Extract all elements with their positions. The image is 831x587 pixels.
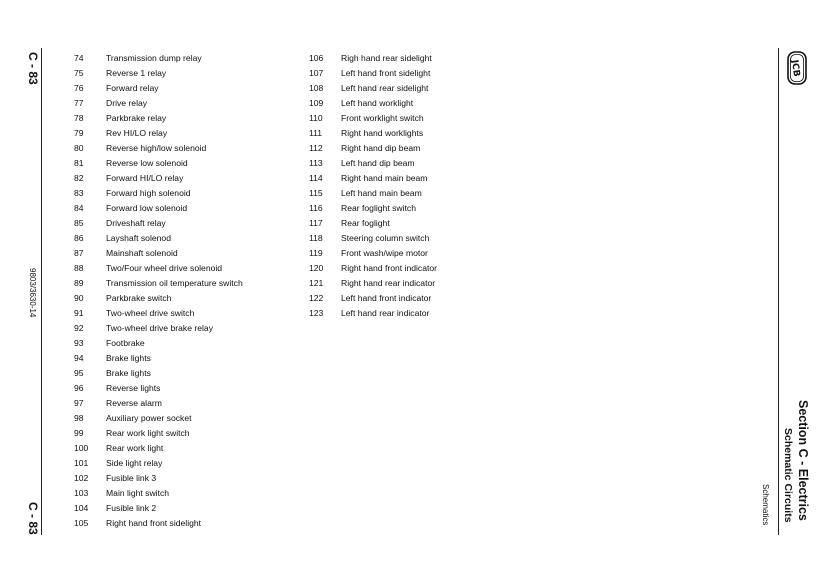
component-label: Left hand dip beam xyxy=(341,158,415,168)
component-row xyxy=(74,141,243,156)
component-number: 99 xyxy=(74,428,84,438)
component-number: 80 xyxy=(74,143,84,153)
component-row xyxy=(74,186,243,201)
component-row xyxy=(309,291,437,306)
component-label: Reverse low solenoid xyxy=(106,158,188,168)
component-number: 112 xyxy=(309,143,323,153)
component-row xyxy=(74,471,243,486)
component-label: Mainshaft solenoid xyxy=(106,248,178,258)
component-label: Steering column switch xyxy=(341,233,430,243)
component-row xyxy=(74,171,243,186)
component-label: Driveshaft relay xyxy=(106,218,166,228)
component-number: 119 xyxy=(309,248,323,258)
component-row xyxy=(74,156,243,171)
component-label: Parkbrake relay xyxy=(106,113,167,123)
component-number: 103 xyxy=(74,488,89,498)
component-label: Left hand front indicator xyxy=(341,293,432,303)
component-number: 85 xyxy=(74,218,84,228)
document-number: 9803/3630-14 xyxy=(28,268,37,318)
section-subtitle: Schematic Circuits xyxy=(782,428,794,523)
component-row xyxy=(309,231,437,246)
component-label: Two-wheel drive switch xyxy=(106,308,195,318)
component-label: Front worklight switch xyxy=(341,113,424,123)
component-number: 100 xyxy=(74,443,89,453)
component-label: Right hand worklights xyxy=(341,128,424,138)
component-row xyxy=(74,351,243,366)
component-list-right xyxy=(309,51,437,321)
component-row xyxy=(309,276,437,291)
component-number: 74 xyxy=(74,53,84,63)
component-row xyxy=(309,126,437,141)
component-number: 93 xyxy=(74,338,84,348)
component-label: Reverse alarm xyxy=(106,398,162,408)
component-row xyxy=(309,261,437,276)
component-number: 115 xyxy=(309,188,323,198)
component-row xyxy=(74,321,243,336)
component-label: Rear work light xyxy=(106,443,164,453)
component-row xyxy=(74,231,243,246)
component-label: Right hand front indicator xyxy=(341,263,438,273)
component-number: 106 xyxy=(309,53,324,63)
component-label: Right hand rear indicator xyxy=(341,278,436,288)
component-number: 92 xyxy=(74,323,84,333)
component-label: Rev HI/LO relay xyxy=(106,128,168,138)
right-margin-rule xyxy=(778,48,779,535)
component-number: 78 xyxy=(74,113,84,123)
component-row xyxy=(309,111,437,126)
component-row xyxy=(309,66,437,81)
component-row xyxy=(309,186,437,201)
component-row xyxy=(74,111,243,126)
component-row xyxy=(74,261,243,276)
jcb-logo-icon xyxy=(782,50,812,86)
component-number: 87 xyxy=(74,248,84,258)
component-row xyxy=(309,201,437,216)
component-number: 116 xyxy=(309,203,323,213)
component-number: 96 xyxy=(74,383,84,393)
component-number: 102 xyxy=(74,473,89,483)
component-number: 84 xyxy=(74,203,84,213)
component-label: Right hand dip beam xyxy=(341,143,421,153)
component-number: 118 xyxy=(309,233,323,243)
component-number: 97 xyxy=(74,398,84,408)
component-row xyxy=(309,96,437,111)
component-number: 79 xyxy=(74,128,84,138)
component-row xyxy=(74,516,243,531)
section-subsubtitle: Schematics xyxy=(761,484,770,526)
component-number: 117 xyxy=(309,218,323,228)
component-label: Rear foglight xyxy=(341,218,390,228)
component-label: Left hand rear sidelight xyxy=(341,83,429,93)
component-number: 105 xyxy=(74,518,89,528)
component-label: Layshaft solenod xyxy=(106,233,171,243)
component-number: 113 xyxy=(309,158,323,168)
component-row xyxy=(309,216,437,231)
component-label: Parkbrake switch xyxy=(106,293,172,303)
component-list-left xyxy=(74,51,243,531)
component-label: Two-wheel drive brake relay xyxy=(106,323,213,333)
component-row xyxy=(74,276,243,291)
component-row xyxy=(74,306,243,321)
component-row xyxy=(309,171,437,186)
component-row xyxy=(74,96,243,111)
component-number: 76 xyxy=(74,83,84,93)
component-label: Reverse high/low solenoid xyxy=(106,143,207,153)
component-row xyxy=(74,246,243,261)
component-number: 114 xyxy=(309,173,323,183)
component-label: Rear work light switch xyxy=(106,428,190,438)
component-label: Righ hand rear sidelight xyxy=(341,53,432,63)
component-row xyxy=(74,456,243,471)
component-row xyxy=(309,156,437,171)
component-label: Two/Four wheel drive solenoid xyxy=(106,263,223,273)
component-number: 98 xyxy=(74,413,84,423)
component-label: Forward high solenoid xyxy=(106,188,191,198)
component-label: Footbrake xyxy=(106,338,145,348)
logo-text: JCB xyxy=(788,59,802,78)
component-number: 122 xyxy=(309,293,324,303)
component-label: Brake lights xyxy=(106,353,151,363)
component-number: 88 xyxy=(74,263,84,273)
component-number: 90 xyxy=(74,293,84,303)
component-number: 111 xyxy=(309,128,323,138)
component-row xyxy=(74,201,243,216)
component-number: 109 xyxy=(309,98,324,108)
component-label: Rear foglight switch xyxy=(341,203,416,213)
component-number: 101 xyxy=(74,458,89,468)
component-number: 89 xyxy=(74,278,84,288)
component-number: 81 xyxy=(74,158,84,168)
component-row xyxy=(74,336,243,351)
component-number: 123 xyxy=(309,308,324,318)
component-row xyxy=(309,246,437,261)
component-row xyxy=(74,51,243,66)
component-number: 86 xyxy=(74,233,84,243)
component-number: 110 xyxy=(309,113,323,123)
component-label: Auxiliary power socket xyxy=(106,413,192,423)
component-label: Transmission dump relay xyxy=(106,53,202,63)
component-row xyxy=(74,366,243,381)
component-label: Reverse 1 relay xyxy=(106,68,167,78)
component-row xyxy=(74,396,243,411)
page-number-top: C - 83 xyxy=(26,52,40,85)
component-row xyxy=(74,126,243,141)
component-row xyxy=(74,486,243,501)
component-label: Reverse lights xyxy=(106,383,161,393)
component-label: Fusible link 3 xyxy=(106,473,157,483)
component-row xyxy=(309,141,437,156)
component-row xyxy=(309,306,437,321)
component-label: Brake lights xyxy=(106,368,151,378)
component-label: Left hand front sidelight xyxy=(341,68,431,78)
component-row xyxy=(74,411,243,426)
component-number: 94 xyxy=(74,353,84,363)
component-label: Front wash/wipe motor xyxy=(341,248,428,258)
component-number: 83 xyxy=(74,188,84,198)
component-row xyxy=(309,51,437,66)
component-label: Left hand worklight xyxy=(341,98,414,108)
component-label: Forward low solenoid xyxy=(106,203,188,213)
left-margin-rule xyxy=(41,48,42,535)
component-label: Left hand rear indicator xyxy=(341,308,430,318)
component-number: 95 xyxy=(74,368,84,378)
component-number: 120 xyxy=(309,263,324,273)
component-label: Drive relay xyxy=(106,98,148,108)
component-label: Left hand main beam xyxy=(341,188,422,198)
component-number: 104 xyxy=(74,503,89,513)
component-row xyxy=(74,291,243,306)
component-row xyxy=(74,501,243,516)
component-row xyxy=(309,81,437,96)
section-title: Section C - Electrics xyxy=(796,400,810,521)
component-label: Transmission oil temperature switch xyxy=(106,278,243,288)
component-row xyxy=(74,381,243,396)
page-number-bottom: C - 83 xyxy=(26,502,40,535)
component-number: 107 xyxy=(309,68,324,78)
component-row xyxy=(74,426,243,441)
component-label: Fusible link 2 xyxy=(106,503,157,513)
component-label: Right hand front sidelight xyxy=(106,518,202,528)
component-label: Main light switch xyxy=(106,488,170,498)
component-row xyxy=(74,81,243,96)
component-number: 91 xyxy=(74,308,84,318)
component-label: Side light relay xyxy=(106,458,163,468)
component-row xyxy=(74,216,243,231)
component-label: Right hand main beam xyxy=(341,173,428,183)
component-number: 77 xyxy=(74,98,84,108)
component-row xyxy=(74,66,243,81)
component-row xyxy=(74,441,243,456)
component-number: 108 xyxy=(309,83,324,93)
component-number: 75 xyxy=(74,68,84,78)
component-number: 121 xyxy=(309,278,324,288)
component-label: Forward relay xyxy=(106,83,159,93)
component-label: Forward HI/LO relay xyxy=(106,173,184,183)
component-number: 82 xyxy=(74,173,84,183)
